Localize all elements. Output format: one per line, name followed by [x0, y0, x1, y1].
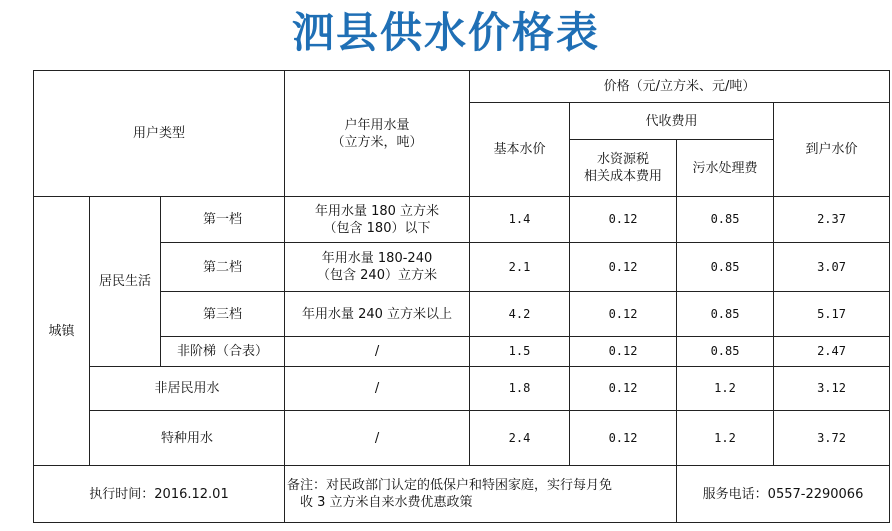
category-residential: 居民生活	[90, 197, 161, 367]
row-water-tax: 0.12	[570, 367, 677, 411]
row-sewage-fee: 0.85	[677, 243, 774, 292]
row-water-tax: 0.12	[570, 243, 677, 292]
category-urban: 城镇	[34, 197, 90, 466]
row-label: 第三档	[161, 292, 285, 337]
row-delivered-price: 2.37	[774, 197, 890, 243]
header-water-resource-tax: 水资源税 相关成本费用	[570, 140, 677, 197]
row-volume: /	[285, 367, 470, 411]
page-title: 泗县供水价格表	[291, 8, 600, 57]
header-price-group: 价格（元/立方米、元/吨）	[470, 71, 890, 103]
water-price-table	[33, 70, 890, 523]
table-row	[34, 197, 890, 243]
row-sewage-fee: 0.85	[677, 292, 774, 337]
row-delivered-price: 3.12	[774, 367, 890, 411]
row-volume: /	[285, 411, 470, 466]
policy-note: 备注：对民政部门认定的低保户和特困家庭，实行每月免 收 3 立方米自来水费优惠政策	[285, 466, 677, 523]
row-base-price: 1.5	[470, 337, 570, 367]
row-label: 第二档	[161, 243, 285, 292]
row-delivered-price: 3.72	[774, 411, 890, 466]
row-volume: 年用水量 180-240 （包含 240）立方米	[285, 243, 470, 292]
row-label: 非阶梯（合表）	[161, 337, 285, 367]
header-user-type: 用户类型	[34, 71, 285, 197]
row-water-tax: 0.12	[570, 292, 677, 337]
row-water-tax: 0.12	[570, 337, 677, 367]
table-row	[34, 243, 890, 292]
table-row	[34, 411, 890, 466]
header-delivered-price: 到户水价	[774, 103, 890, 197]
table-row	[34, 367, 890, 411]
header-row-1	[34, 71, 890, 103]
header-base-price: 基本水价	[470, 103, 570, 197]
row-base-price: 2.1	[470, 243, 570, 292]
row-base-price: 2.4	[470, 411, 570, 466]
row-volume: 年用水量 240 立方米以上	[285, 292, 470, 337]
table-row	[34, 292, 890, 337]
row-sewage-fee: 0.85	[677, 197, 774, 243]
row-sewage-fee: 0.85	[677, 337, 774, 367]
row-label: 非居民用水	[90, 367, 285, 411]
row-base-price: 1.4	[470, 197, 570, 243]
row-base-price: 1.8	[470, 367, 570, 411]
header-annual-volume: 户年用水量 （立方米，吨）	[285, 71, 470, 197]
header-sewage-fee: 污水处理费	[677, 140, 774, 197]
row-volume: /	[285, 337, 470, 367]
row-delivered-price: 2.47	[774, 337, 890, 367]
effective-date: 执行时间：2016.12.01	[34, 466, 285, 523]
row-sewage-fee: 1.2	[677, 367, 774, 411]
footer-row	[34, 466, 890, 523]
row-water-tax: 0.12	[570, 197, 677, 243]
row-delivered-price: 5.17	[774, 292, 890, 337]
row-label: 特种用水	[90, 411, 285, 466]
row-volume: 年用水量 180 立方米 （包含 180）以下	[285, 197, 470, 243]
service-phone: 服务电话：0557-2290066	[677, 466, 890, 523]
row-label: 第一档	[161, 197, 285, 243]
header-collected-fees: 代收费用	[570, 103, 774, 140]
row-base-price: 4.2	[470, 292, 570, 337]
row-water-tax: 0.12	[570, 411, 677, 466]
row-delivered-price: 3.07	[774, 243, 890, 292]
table-row	[34, 337, 890, 367]
row-sewage-fee: 1.2	[677, 411, 774, 466]
